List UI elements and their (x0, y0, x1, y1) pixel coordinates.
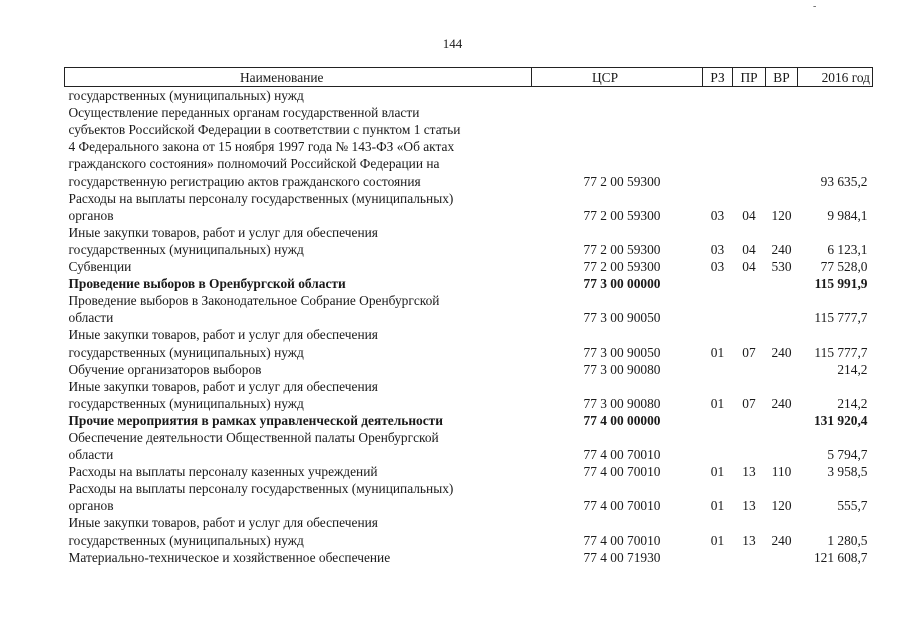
row-rz: 03 (710, 207, 725, 223)
row-name-line: Осуществление переданных органам государственной власти (68, 105, 420, 121)
table-row (65, 480, 873, 514)
row-name-line: Субвенции (68, 259, 132, 275)
row-csr: 77 2 00 59300 (583, 241, 661, 257)
row-csr: 77 4 00 71930 (583, 549, 661, 565)
table-row (65, 412, 873, 429)
row-pr (733, 412, 766, 429)
row-vr (766, 549, 798, 566)
row-name-line: области (68, 447, 114, 463)
row-pr: 07 (742, 344, 756, 360)
row-name (65, 326, 532, 360)
row-name (65, 480, 532, 514)
row-csr: 77 2 00 59300 (583, 259, 661, 275)
row-name (65, 378, 532, 412)
row-name (65, 514, 532, 548)
row-vr (766, 87, 798, 105)
header-pr: ПР (733, 68, 766, 87)
row-vr: 110 (771, 464, 792, 480)
row-csr (532, 87, 703, 105)
table-row (65, 258, 873, 275)
row-sum (798, 87, 873, 105)
table-row (65, 292, 873, 326)
row-sum: 6 123,1 (827, 241, 868, 257)
table-row (65, 224, 873, 258)
row-pr: 13 (742, 498, 756, 514)
page-number: 144 (442, 36, 463, 51)
table-row (65, 275, 873, 292)
row-name-line: Расходы на выплаты персоналу государственных (муниципальных) (68, 190, 454, 206)
row-name (65, 292, 532, 326)
table-row (65, 361, 873, 378)
row-rz: 01 (710, 498, 725, 514)
row-name-line: Расходы на выплаты персоналу казенных учреждений (68, 464, 378, 480)
row-vr (766, 412, 798, 429)
table-row (65, 429, 873, 463)
row-vr: 530 (771, 259, 792, 275)
row-pr: 13 (742, 532, 756, 548)
row-sum: 131 920,4 (813, 412, 868, 428)
row-name (65, 412, 532, 429)
row-pr (733, 429, 766, 463)
row-name-line: государственных (муниципальных) нужд (68, 532, 304, 548)
row-rz: 01 (710, 464, 725, 480)
row-pr: 07 (742, 395, 756, 411)
row-rz (703, 275, 733, 292)
row-rz (703, 549, 733, 566)
row-csr: 77 4 00 70010 (583, 447, 661, 463)
row-pr (733, 549, 766, 566)
row-sum: 214,2 (837, 361, 868, 377)
row-name-line: государственных (муниципальных) нужд (68, 344, 304, 360)
row-name-line: государственных (муниципальных) нужд (68, 241, 304, 257)
row-name-line: государственных (муниципальных) нужд (68, 88, 304, 104)
row-vr (766, 361, 798, 378)
row-sum: 555,7 (837, 498, 868, 514)
row-pr (733, 104, 766, 189)
row-rz (703, 292, 733, 326)
row-name (65, 87, 532, 105)
row-csr: 77 4 00 00000 (583, 412, 661, 428)
row-sum: 5 794,7 (827, 447, 868, 463)
row-name (65, 224, 532, 258)
row-sum: 77 528,0 (820, 259, 868, 275)
row-name (65, 275, 532, 292)
row-pr (733, 275, 766, 292)
row-name-line: области (68, 310, 114, 326)
row-name (65, 549, 532, 566)
row-csr: 77 4 00 70010 (583, 464, 661, 480)
row-sum: 3 958,5 (827, 464, 868, 480)
budget-table (64, 67, 873, 566)
row-csr: 77 3 00 00000 (583, 276, 661, 292)
row-name-line: государственную регистрацию актов гражданского состояния (68, 173, 421, 189)
row-rz: 03 (710, 259, 725, 275)
row-name (65, 190, 532, 224)
row-name (65, 104, 532, 189)
row-pr (733, 292, 766, 326)
row-rz: 03 (710, 241, 725, 257)
table-row (65, 549, 873, 566)
table-row (65, 378, 873, 412)
row-csr: 77 2 00 59300 (583, 173, 661, 189)
row-rz: 01 (710, 395, 725, 411)
row-vr (766, 429, 798, 463)
row-name-line: субъектов Российской Федерации в соответствии с пунктом 1 статьи (68, 122, 461, 138)
row-name-line: органов (68, 498, 114, 514)
row-vr: 240 (771, 395, 792, 411)
row-csr: 77 3 00 90080 (583, 361, 661, 377)
row-name-line: Материально-техническое и хозяйственное обеспечение (68, 549, 391, 565)
row-vr (766, 104, 798, 189)
row-sum: 115 991,9 (814, 276, 868, 292)
row-csr: 77 3 00 90050 (583, 310, 661, 326)
row-rz (703, 412, 733, 429)
row-vr: 240 (771, 344, 792, 360)
row-name-line: Обучение организаторов выборов (68, 361, 262, 377)
row-sum: 115 777,7 (814, 344, 868, 360)
row-csr: 77 4 00 70010 (583, 498, 661, 514)
row-pr: 13 (742, 464, 756, 480)
row-sum: 1 280,5 (827, 532, 868, 548)
row-name (65, 429, 532, 463)
row-vr (766, 292, 798, 326)
row-name-line: Проведение выборов в Оренбургской области (68, 276, 346, 292)
row-rz (703, 361, 733, 378)
row-name-line: государственных (муниципальных) нужд (68, 395, 304, 411)
row-name-line: Прочие мероприятия в рамках управленческой деятельности (68, 412, 443, 428)
row-name (65, 463, 532, 480)
row-name (65, 258, 532, 275)
row-name-line: Иные закупки товаров, работ и услуг для обеспечения (68, 327, 378, 343)
row-sum: 121 608,7 (813, 549, 868, 565)
header-year: 2016 год (798, 68, 873, 87)
row-name-line: Иные закупки товаров, работ и услуг для обеспечения (68, 224, 378, 240)
table-row (65, 104, 873, 189)
row-sum: 9 984,1 (827, 207, 868, 223)
row-sum: 214,2 (837, 395, 868, 411)
row-vr: 120 (771, 498, 792, 514)
header-row (65, 68, 873, 87)
header-name: Наименование (65, 68, 532, 87)
row-name-line: органов (68, 207, 114, 223)
table-row (65, 326, 873, 360)
row-name-line: Иные закупки товаров, работ и услуг для обеспечения (68, 378, 378, 394)
table-row (65, 463, 873, 480)
header-csr: ЦСР (532, 68, 703, 87)
header-vr: ВР (766, 68, 798, 87)
row-rz (703, 104, 733, 189)
row-vr: 120 (771, 207, 792, 223)
table-row (65, 190, 873, 224)
row-pr: 04 (742, 207, 756, 223)
row-csr: 77 3 00 90080 (583, 395, 661, 411)
row-pr (733, 361, 766, 378)
row-name-line: 4 Федерального закона от 15 ноября 1997 года № 143-ФЗ «Об актах (68, 139, 455, 155)
header-rz: РЗ (703, 68, 733, 87)
row-vr (766, 275, 798, 292)
row-sum: 93 635,2 (820, 173, 868, 189)
row-name-line: Иные закупки товаров, работ и услуг для обеспечения (68, 515, 378, 531)
row-pr (733, 87, 766, 105)
row-name-line: Расходы на выплаты персоналу государственных (муниципальных) (68, 481, 454, 497)
row-vr: 240 (771, 532, 792, 548)
table-header (65, 68, 873, 87)
row-pr: 04 (742, 241, 756, 257)
table-row (65, 87, 873, 105)
row-name-line: Обеспечение деятельности Общественной палаты Оренбургской (68, 429, 439, 445)
row-rz (703, 87, 733, 105)
row-vr: 240 (771, 241, 792, 257)
row-rz: 01 (710, 532, 725, 548)
row-rz: 01 (710, 344, 725, 360)
row-csr: 77 3 00 90050 (583, 344, 661, 360)
row-csr: 77 4 00 70010 (583, 532, 661, 548)
row-sum: 115 777,7 (814, 310, 868, 326)
stray-mark: - (813, 1, 817, 12)
row-rz (703, 429, 733, 463)
row-name (65, 361, 532, 378)
table-body (65, 87, 873, 566)
row-pr: 04 (742, 259, 756, 275)
row-csr: 77 2 00 59300 (583, 207, 661, 223)
row-name-line: гражданского состояния» полномочий Российской Федерации на (68, 156, 440, 172)
table-row (65, 514, 873, 548)
row-name-line: Проведение выборов в Законодательное Собрание Оренбургской (68, 293, 440, 309)
